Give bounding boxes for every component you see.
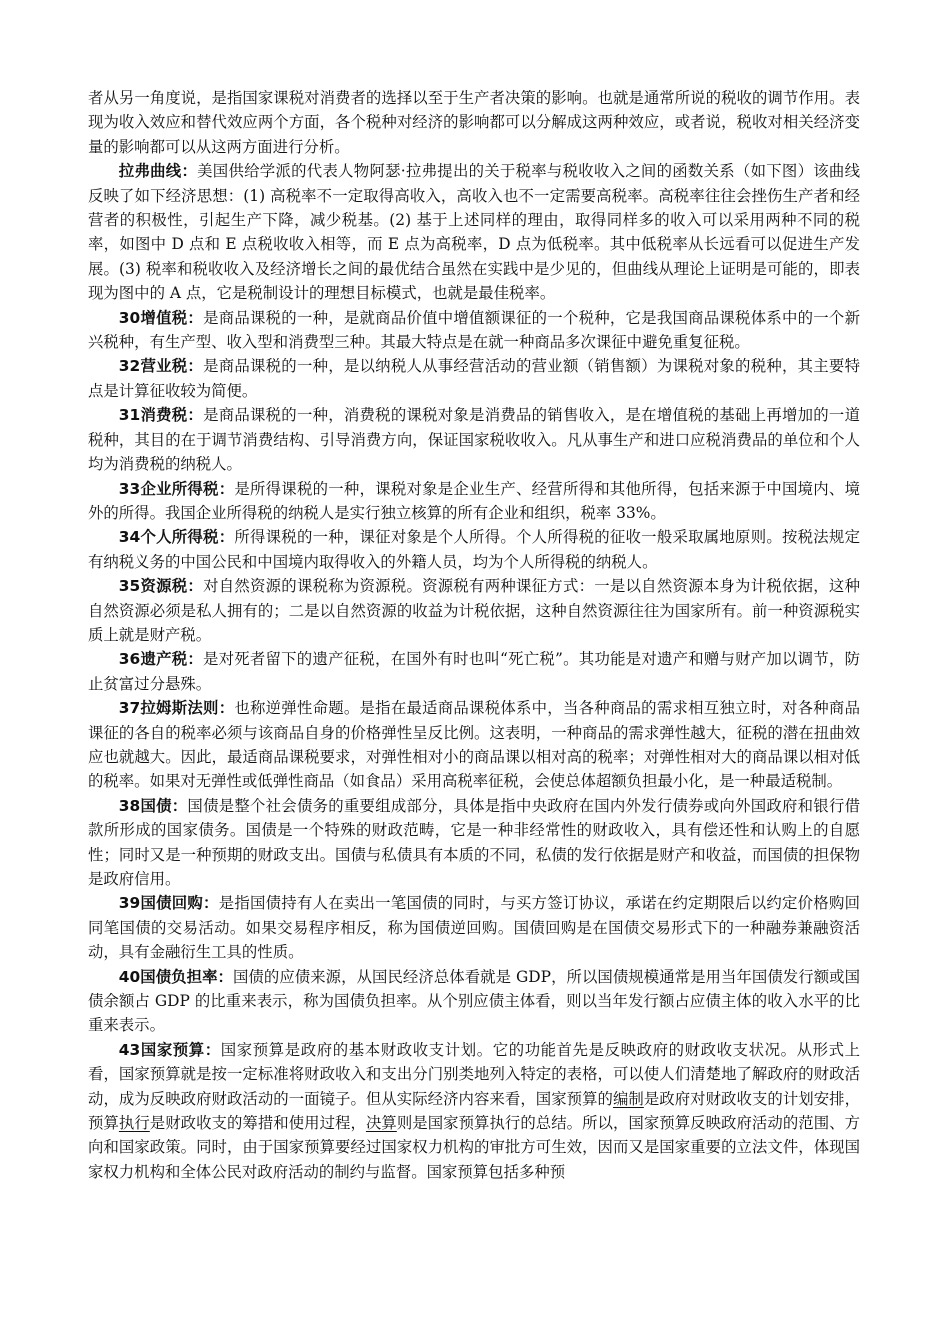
term-number: 43 xyxy=(118,1040,141,1059)
term-number: 35 xyxy=(118,577,141,596)
definition-text: 是商品课税的一种，消费税的课税对象是消费品的销售收入，是在增值税的基础上再增加的一道税种，其目的在于调节消费结构、引导消费方向，保证国家税收收入。凡从事生产和进口应税消费品的单位和个人均为消费税的纳税人。 xyxy=(88,406,860,474)
term-consumption-tax: 消费税： xyxy=(140,406,204,425)
definition-text: 是指国债持有人在卖出一笔国债的同时，与买方签订协议，承诺在约定期限后以约定价格购回同笔国债的交易活动。如果交易程序相反，称为国债逆回购。国债回购是在国债交易形式下的一种融券兼融资活动，具有金融衍生工具的性质。 xyxy=(88,894,860,962)
term-corporate-income-tax: 企业所得税： xyxy=(140,479,235,498)
definition-text: 对自然资源的课税称为资源税。资源税有两种课征方式：一是以自然资源本身为计税依据，这种自然资源必须是私人拥有的；二是以自然资源的收益为计税依据，这种自然资源往往为国家所有。前一种资源税实质上就是财产税。 xyxy=(88,577,860,644)
term-number: 37 xyxy=(118,699,141,718)
paragraph-debt-burden-ratio xyxy=(88,965,860,1038)
definition-text: 国家预算是政府的基本财政收支计划。它的功能首先是反映政府的财政收支状况。从形式上看，国家预算就是按一定标准将财政收入和支出分门别类地列入特定的表格，可以使人们清楚地了解政府的财政活动，成为反映政府财政活动的一面镜子。但从实际经济内容来看，国家预算的 xyxy=(88,1040,860,1108)
term-vat: 增值税： xyxy=(140,308,204,327)
underlined-term-execute: 执行 xyxy=(118,1114,150,1133)
paragraph-bond-repurchase xyxy=(88,891,860,964)
term-number: 32 xyxy=(118,357,141,376)
underlined-term-final-accounts: 决算 xyxy=(365,1114,397,1133)
term-national-budget: 国家预算： xyxy=(140,1040,221,1059)
paragraph-consumption-tax xyxy=(88,403,860,476)
paragraph-national-budget xyxy=(88,1038,860,1184)
term-number: 34 xyxy=(118,528,141,547)
definition-text: 是商品课税的一种，是以纳税人从事经营活动的营业额（销售额）为课税对象的税种，其主要特点是计算征收较为简便。 xyxy=(88,357,860,400)
term-number: 30 xyxy=(118,308,141,327)
term-business-tax: 营业税： xyxy=(140,357,204,376)
term-number: 36 xyxy=(118,650,141,669)
paragraph-ramsey-rule xyxy=(88,696,860,794)
term-estate-tax: 遗产税： xyxy=(140,650,203,669)
term-bond-repurchase: 国债回购： xyxy=(140,894,219,913)
paragraph-laffer-curve xyxy=(88,159,860,305)
definition-text: 是对死者留下的遗产征税，在国外有时也叫“死亡税”。其功能是对遗产和赠与财产加以调节，防止贫富过分悬殊。 xyxy=(88,650,860,693)
paragraph-business-tax xyxy=(88,354,860,403)
paragraph-resource-tax xyxy=(88,574,860,647)
paragraph-personal-income-tax xyxy=(88,525,860,574)
definition-text: 则是国家预算执行的总结。所以，国家预算反映政府活动的范围、方向和国家政策。同时，由于国家预算要经过国家权力机构的审批方可生效，因而又是国家重要的立法文件，体现国家权力机构和全体公民对政府活动的制约与监督。国家预算包括多种预 xyxy=(88,1114,860,1181)
definition-text: 是商品课税的一种，是就商品价值中增值额课征的一个税种，它是我国商品课税体系中的一个新兴税种，有生产型、收入型和消费型三种。其最大特点是在就一种商品多次课征中避免重复征税。 xyxy=(88,308,860,352)
paragraph-estate-tax xyxy=(88,647,860,696)
term-number: 33 xyxy=(118,479,141,498)
definition-text: 是所得课税的一种，课税对象是企业生产、经营所得和其他所得，包括来源于中国境内、境外的所得。我国企业所得税的纳税人是实行独立核算的所有企业和组织，税率 33%。 xyxy=(88,479,860,522)
paragraph-vat xyxy=(88,306,860,355)
document-page xyxy=(88,86,860,1184)
definition-text: 国债是整个社会债务的重要组成部分，具体是指中央政府在国内外发行债券或向外国政府和银行借款所形成的国家债务。国债是一个特殊的财政范畴，它是一种非经常性的财政收入，具有偿还性和认购上的自愿性；同时又是一种预期的财政支出。国债与私债具有本质的不同，私债的发行依据是财产和收益，而国债的担保物是政府信用。 xyxy=(88,796,860,888)
paragraph-corporate-income-tax xyxy=(88,477,860,526)
term-debt-burden-ratio: 国债负担率： xyxy=(140,967,233,986)
term-number: 38 xyxy=(118,796,141,815)
term-number: 39 xyxy=(118,894,141,913)
definition-text: 美国供给学派的代表人物阿瑟·拉弗提出的关于税率与税收收入之间的函数关系（如下图）该曲线反映了如下经济思想：(1) 高税率不一定取得高收入，高收入也不一定需要高税率。高税率往往会挫伤生产者和经营者的积极性，引起生产下降，减少税基。(2) 基于上述同样的理由，取得同样多的收入可以采用两种不同的税率，如图中 D 点和 E 点税收收入相等，而 E 点为高税率，D 点为低税率。其中低税率从长远看可以促进生产发展。(3) 税率和税收收入及经济增长之间的最优结合虽然在实践中是少见的，但曲线从理论上证明是可能的，即表现为图中的 A 点，它是税制设计的理想目标模式，也就是最佳税率。 xyxy=(88,162,860,303)
term-national-debt: 国债： xyxy=(140,796,188,815)
paragraph-intro: 者从另一角度说，是指国家课税对消费者的选择以至于生产者决策的影响。也就是通常所说的税收的调节作用。表现为收入效应和替代效应两个方面，各个税种对经济的影响都可以分解成这两种效应，或者说，税收对相关经济变量的影响都可以从这两方面进行分析。 xyxy=(88,89,860,156)
definition-text: 是政府对财政收支的计划安排，预算 xyxy=(88,1089,860,1133)
term-resource-tax: 资源税： xyxy=(140,577,204,596)
term-laffer-curve: 拉弗曲线： xyxy=(118,162,198,181)
definition-text: 所得课税的一种，课征对象是个人所得。个人所得税的征收一般采取属地原则。按税法规定有纳税义务的中国公民和中国境内取得收入的外籍人员，均为个人所得税的纳税人。 xyxy=(88,528,860,571)
term-number: 40 xyxy=(118,967,141,986)
definition-text: 国债的应债来源，从国民经济总体看就是 GDP，所以国债规模通常是用当年国债发行额或国债余额占 GDP 的比重来表示，称为国债负担率。从个别应债主体看，则以当年发行额占应债主体的收入水平的比重来表示。 xyxy=(88,967,860,1035)
paragraph-national-debt xyxy=(88,794,860,892)
definition-text: 也称逆弹性命题。是指在最适商品课税体系中，当各种商品的需求相互独立时，对各种商品课征的各自的税率必须与该商品自身的价格弹性呈反比例。这表明，一种商品的需求弹性越大，征税的潜在扭曲效应也就越大。因此，最适商品课税要求，对弹性相对小的商品课以相对高的税率；对弹性相对大的商品课以相对低的税率。如果对无弹性或低弹性商品（如食品）采用高税率征税，会使总体超额负担最小化，是一种最适税制。 xyxy=(88,699,860,791)
term-ramsey-rule: 拉姆斯法则： xyxy=(140,699,235,718)
term-personal-income-tax: 个人所得税： xyxy=(140,528,235,547)
underlined-term-compile: 编制 xyxy=(612,1089,644,1108)
term-number: 31 xyxy=(118,406,141,425)
definition-text: 是财政收支的筹措和使用过程， xyxy=(149,1114,366,1133)
